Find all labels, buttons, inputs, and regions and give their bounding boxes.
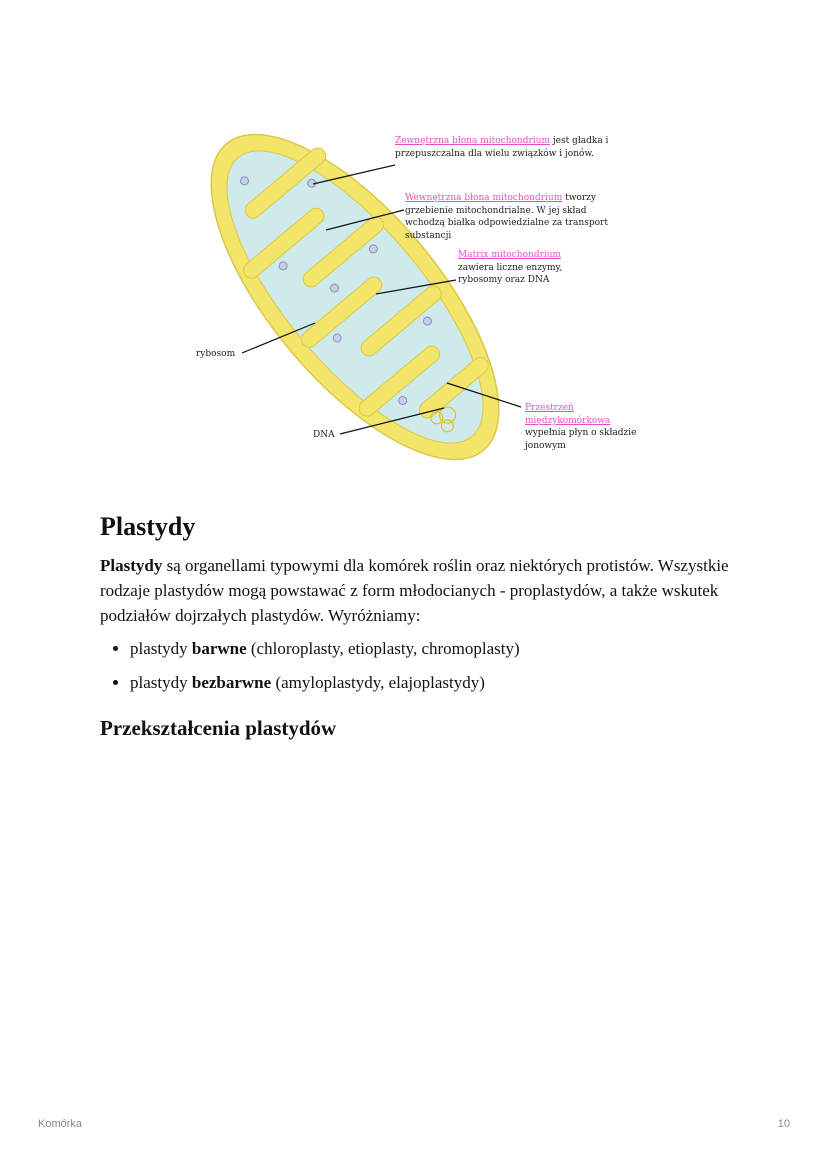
list-item: • plastydy bezbarwne (amyloplastydy, elajoplastydy)	[130, 670, 520, 695]
subsection-title: Przekształcenia plastydów	[100, 716, 337, 740]
inner-membrane-link[interactable]: Wewnętrzna błona mitochondrium	[405, 193, 563, 203]
plastid-list	[100, 636, 520, 704]
page-number: 10	[777, 1118, 790, 1130]
inner-membrane-label: Wewnętrzna błona mitochondrium tworzy grzebienie mitochondrialne. W jej skład wchodzą białka odpowiedzialne za transport substancji	[405, 193, 608, 241]
ribosome-label: rybosom	[196, 349, 236, 359]
dna-label: DNA	[313, 430, 335, 440]
footer-title: Komórka	[38, 1118, 83, 1130]
list-item: • plastydy barwne (chloroplasty, etioplasty, chromoplasty)	[130, 636, 520, 661]
section-title: Plastydy	[100, 512, 196, 541]
intermembrane-space-label: Przestrzeń międzykomórkowa wypełnia płyn o składzie jonowym	[525, 402, 640, 452]
intermembrane-space-link[interactable]: Przestrzeń międzykomórkowa	[525, 403, 611, 426]
outer-membrane-label: Zewnętrzna błona mitochondrium jest gładka i przepuszczalna dla wielu związków i jonów.	[395, 136, 609, 159]
matrix-label: Matrix mitochondrium zawiera liczne enzymy, rybosomy oraz DNA	[458, 249, 578, 287]
matrix-link[interactable]: Matrix mitochondrium	[458, 250, 562, 260]
outer-membrane-link[interactable]: Zewnętrzna błona mitochondrium	[395, 136, 550, 146]
intro-paragraph: Plastydy są organellami typowymi dla komórek roślin oraz niektórych protistów. Wszystkie rodzaje plastydów mogą powstawać z form młodocianych - proplastydów, a także wskutek podziałów dojrzałych plastydów. Wyróżniamy:	[100, 556, 729, 625]
